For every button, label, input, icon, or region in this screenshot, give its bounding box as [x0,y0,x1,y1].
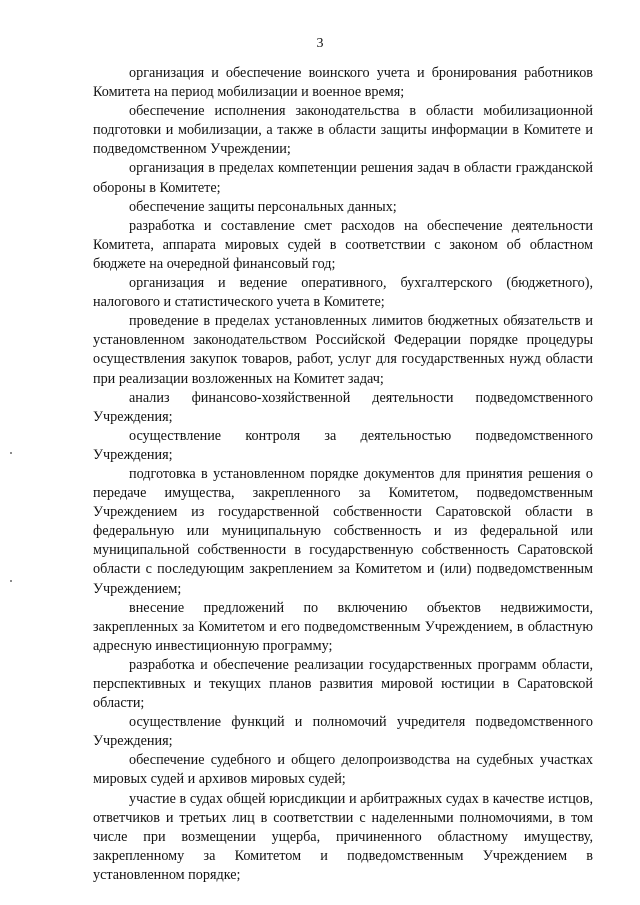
paragraph: анализ финансово-хозяйственной деятельности подведомственного Учреждения; [93,389,593,425]
paragraph: осуществление функций и полномочий учредителя подведомственного Учреждения; [93,714,593,750]
paragraph: обеспечение исполнения законодательства в области мобилизационной подготовки и мобилизации, а также в области защиты информации в Комитете и подведомственном Учреждении; [93,103,593,158]
paragraph: участие в судах общей юрисдикции и арбитражных судах в качестве истцов, ответчиков и третьих лиц в соответствии с наделенными полномочиями, в том числе при возмещении ущерба, причиненного областному имуществу, закрепленному за Комитетом и подведомственным Учреждением в установленном порядке; [93,790,593,883]
paragraph: организация и обеспечение воинского учета и бронирования работников Комитета на период мобилизации и военное время; [93,65,593,101]
paragraph: организация и ведение оперативного, бухгалтерского (бюджетного), налогового и статистического учета в Комитете; [93,275,593,311]
margin-mark [10,452,12,454]
page-number: 3 [316,36,324,51]
paragraph: внесение предложений по включению объектов недвижимости, закрепленных за Комитетом и его подведомственным Учреждением, в областную адресную инвестиционную программу; [93,599,593,654]
paragraph: проведение в пределах установленных лимитов бюджетных обязательств и установленном законодательством Российской Федерации порядке процедуры осуществления закупок товаров, работ, услуг для государственных нужд области при реализации возложенных на Комитет задач; [93,313,593,387]
paragraph: обеспечение защиты персональных данных; [129,198,397,215]
paragraph: подготовка в установленном порядке документов для принятия решения о передаче имущества, закрепленного за Комитетом, подведомственным Учреждением из государственной собственности Саратовской области в федеральную или муниципальную собственность и из федеральной или муниципальной собственности в государственную собственность Саратовской области с последующим закреплением за Комитетом и (или) подведомственным Учреждением; [93,465,593,597]
paragraph: обеспечение судебного и общего делопроизводства на судебных участках мировых судей и архивов мировых судей; [93,752,593,788]
paragraph: разработка и составление смет расходов на обеспечение деятельности Комитета, аппарата мировых судей в соответствии с законом об областном бюджете на очередной финансовый год; [93,217,593,272]
paragraph: осуществление контроля за деятельностью подведомственного Учреждения; [93,427,593,463]
margin-mark [10,580,12,582]
paragraph: разработка и обеспечение реализации государственных программ области, перспективных и текущих планов развития мировой юстиции в Саратовской области; [93,656,593,712]
paragraph: организация в пределах компетенции решения задач в области гражданской обороны в Комитете; [93,160,593,196]
document-body [93,64,593,885]
